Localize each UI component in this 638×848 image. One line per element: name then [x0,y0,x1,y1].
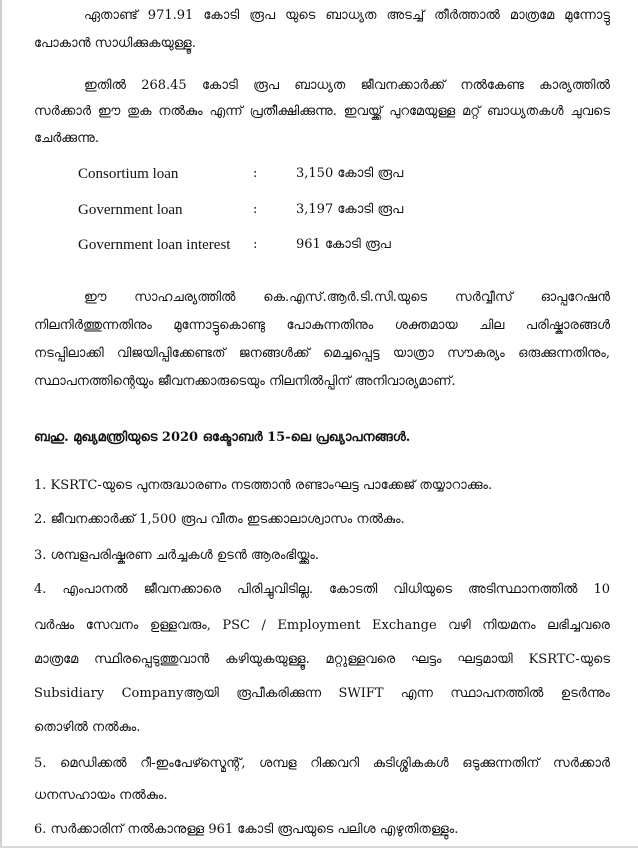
list-item-4-line-5: തൊഴിൽ നൽകും. [34,720,141,735]
list-item-5-line-1: 5. മെഡിക്കൽ റീ-ഇംപേഴ്സ്മെന്റ്, ശമ്പള റിക്കവറി കുടിശ്ശികകൾ ഒടുക്കുന്നതിന് സർക്കാർ [34,756,610,771]
page-left-edge [0,0,2,848]
liability-value: 3,197 കോടി രൂപ [296,202,404,217]
liability-label: Government loan [78,202,183,218]
paragraph-2-line-2: സർക്കാർ ഈ തുക നൽകും എന്ന് പ്രതീക്ഷിക്കുന്നു. ഇവയ്ക്ക് പുറമേയുള്ള മറ്റ് ബാധ്യതകൾ ചുവടെ [34,104,610,119]
section-heading: ബഹു. മുഖ്യമന്ത്രിയുടെ 2020 ഒക്ടോബർ 15-ലെ പ്രഖ്യാപനങ്ങൾ. [34,430,411,445]
list-item-2: 2. ജീവനക്കാർക്ക് 1,500 രൂപ വീതം ഇടക്കാലാശ്വാസം നൽകും. [34,512,405,527]
paragraph-3-line-2: നിലനിർത്തുന്നതിനും മുന്നോട്ടുകൊണ്ടു പോകുന്നതിനും ശക്തമായ ചില പരിഷ്കാരങ്ങൾ [34,318,610,333]
list-item-4-line-3: മാത്രമേ സ്ഥിരപ്പെടുത്തുവാൻ കഴിയുകയുള്ളൂ. മറ്റുള്ളവരെ ഘട്ടം ഘട്ടമായി KSRTC-യുടെ [34,652,610,667]
liability-separator: : [253,166,258,181]
list-item-1: 1. KSRTC-യുടെ പുനരുദ്ധാരണം നടത്താൻ രണ്ടാംഘട്ട പാക്കേജ് തയ്യാറാക്കും. [34,478,493,493]
liability-separator: : [253,237,258,252]
list-item-6: 6. സർക്കാരിന് നൽകാനുള്ള 961 കോടി രൂപയുടെ പലിശ എഴുതിതള്ളും. [34,822,459,837]
liability-value: 3,150 കോടി രൂപ [296,166,404,181]
paragraph-2-line-3: ചേർക്കുന്നു. [34,131,99,146]
list-item-5-line-2: ധനസഹായം നൽകും. [34,788,168,803]
liability-separator: : [253,202,258,217]
paragraph-1-line-2: പോകാൻ സാധിക്കുകയുള്ളൂ. [34,36,196,51]
liability-label: Government loan interest [78,237,231,253]
paragraph-3-line-4: സ്ഥാപനത്തിന്റെയും ജീവനക്കാരുടെയും നിലനിൽപ്പിന് അനിവാര്യമാണ്. [34,374,456,389]
paragraph-1-line-1: ഏതാണ്ട് 971.91 കോടി രൂപ യുടെ ബാധ്യത അടച്ച് തീർത്താൽ മാത്രമേ മുന്നോട്ടു [84,8,610,23]
list-item-4-line-1: 4. എംപാനൽ ജീവനക്കാരെ പിരിച്ചുവിടില്ല. കോടതി വിധിയുടെ അടിസ്ഥാനത്തിൽ 10 [34,582,610,597]
paragraph-3-line-1: ഈ സാഹചര്യത്തിൽ കെ.എസ്.ആർ.ടി.സി.യുടെ സർവ്വീസ് ഓപ്പറേഷൻ [84,290,610,305]
paragraph-3-line-3: നടപ്പിലാക്കി വിജയിപ്പിക്കേണ്ടത് ജനങ്ങൾക്ക് മെച്ചപ്പെട്ട യാത്രാ സൗകര്യം ഒരുക്കുന്നതിനും, [34,346,610,361]
liability-value: 961 കോടി രൂപ [296,237,391,252]
list-item-3: 3. ശമ്പളപരിഷ്കരണ ചർച്ചകൾ ഉടൻ ആരംഭിയ്ക്കും. [34,548,319,563]
list-item-4-line-4: Subsidiary Companyആയി രൂപീകരിക്കുന്ന SWIFT എന്ന സ്ഥാപനത്തിൽ ഉടർന്നും [34,686,610,701]
paragraph-2-line-1: ഇതിൽ 268.45 കോടി രൂപ ബാധ്യത ജീവനക്കാർക്ക് നൽകേണ്ട കാര്യത്തിൽ [84,78,610,93]
liability-label: Consortium loan [78,166,179,182]
list-item-4-line-2: വർഷം സേവനം ഉള്ളവരും, PSC / Employment Exchange വഴി നിയമനം ലഭിച്ചവരെ [34,618,610,633]
